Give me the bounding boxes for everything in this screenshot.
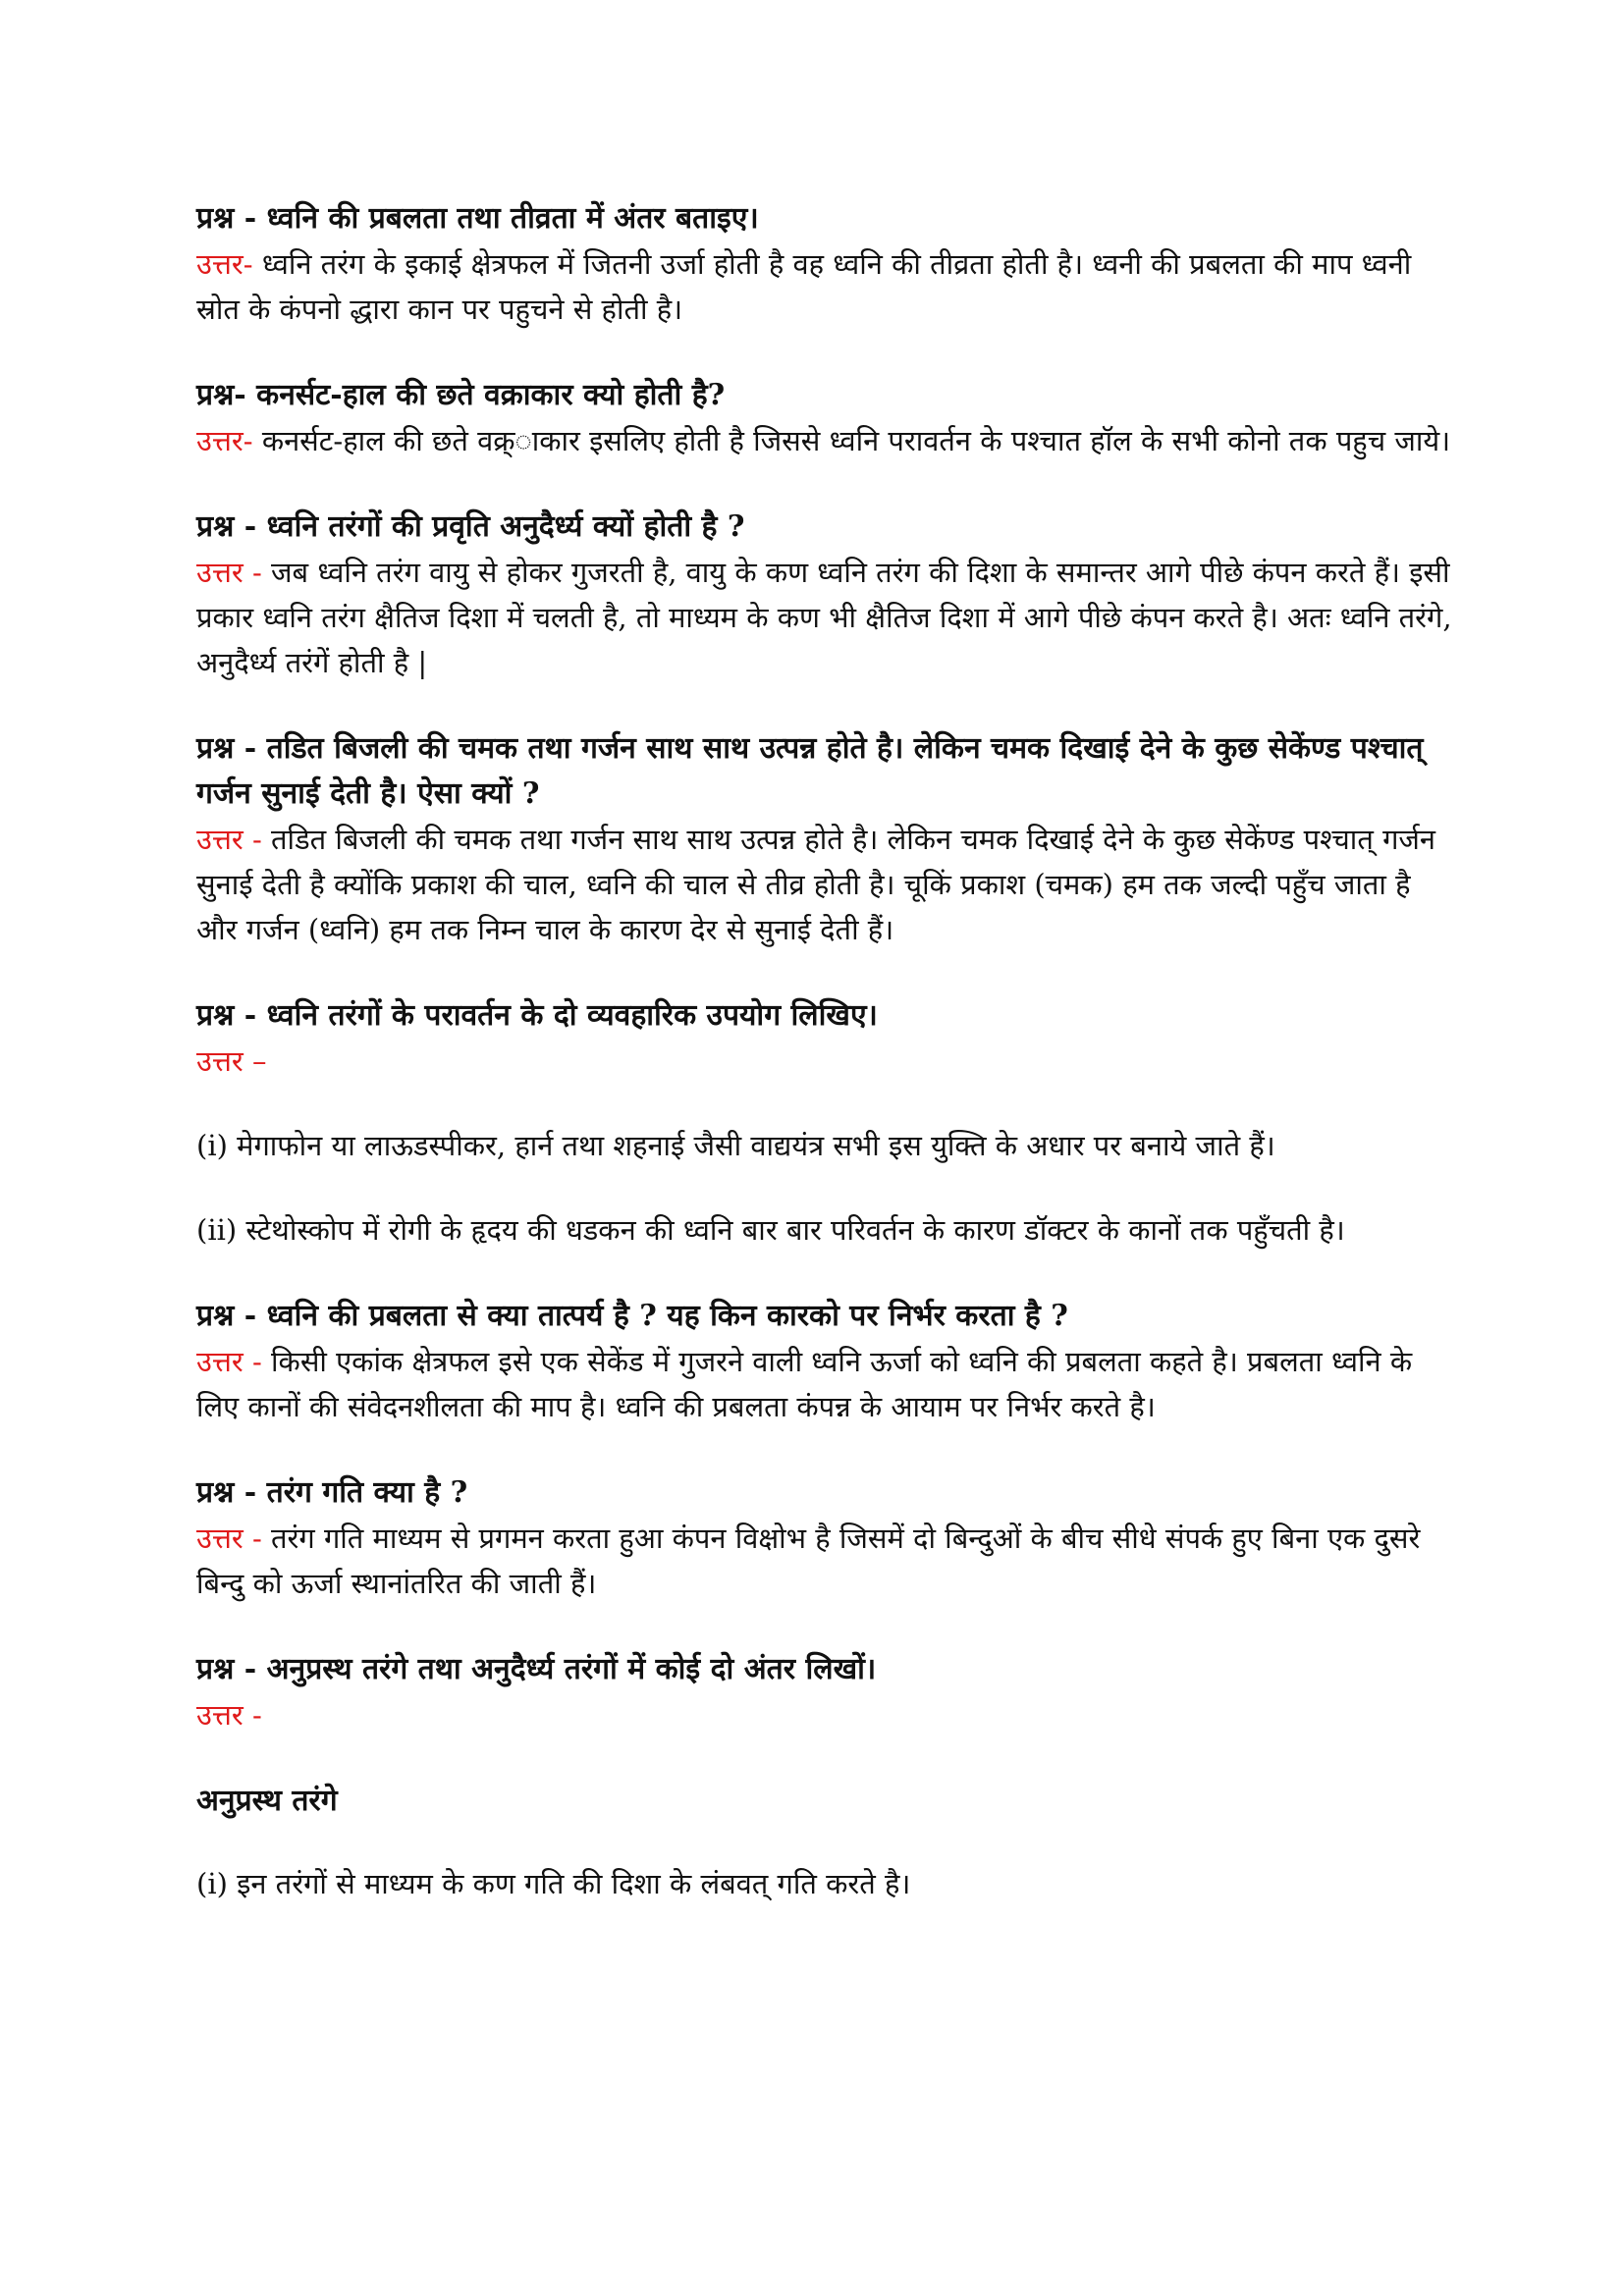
question-heading: प्रश्न - ध्वनि की प्रबलता तथा तीव्रता में अंतर बताइए।: [196, 201, 759, 236]
answer-text: [196, 1516, 1453, 1606]
answer-body: तरंग गति माध्यम से प्रगमन करता हुआ कंपन विक्षोभ है जिसमें दो बिन्दुओं के बीच सीधे संपर्क हुए बिना एक दुसरे बिन्दु को ऊर्जा स्थानांतरित की जाती हैं।: [196, 1522, 1421, 1600]
answer-text: [196, 550, 1453, 685]
answer-label: उत्तर -: [196, 1345, 262, 1378]
answer-text: [196, 1039, 1453, 1084]
qa-block-4: [196, 726, 1453, 952]
question-heading: प्रश्न - अनुप्रस्थ तरंगे तथा अनुदैर्ध्य तरंगों में कोई दो अंतर लिखों।: [196, 1652, 877, 1686]
answer-label: उत्तर -: [196, 1522, 262, 1555]
answer-body: कनर्सट-हाल की छते वक्र्ाकार इसलिए होती है जिससे ध्वनि परावर्तन के पश्चात हॉल के सभी कोनो तक पहुच जाये।: [261, 424, 1451, 457]
document-page: [196, 196, 1453, 1948]
answer-body: ध्वनि तरंग के इकाई क्षेत्रफल में जितनी उर्जा होती है वह ध्वनि की तीव्रता होती है। ध्वनी की प्रबलता की माप ध्वनी स्रोत के कंपनो द्धारा कान पर पहुचने से होती है।: [196, 247, 1412, 326]
question-heading: प्रश्न - ध्वनि की प्रबलता से क्या तात्पर्य है ? यह किन कारको पर निर्भर करता है ?: [196, 1299, 1068, 1333]
answer-text: [196, 817, 1453, 952]
qa-block-diff: [196, 1647, 1453, 1906]
answer-body: किसी एकांक क्षेत्रफल इसे एक सेकेंड में गुजरने वाली ध्वनि ऊर्जा को ध्वनि की प्रबलता कहते है। प्रबलता ध्वनि के लिए कानों की संवेदनशीलता की माप है। ध्वनि की प्रबलता कंपन्न के आयाम पर निर्भर करते है।: [196, 1345, 1413, 1423]
question-heading: प्रश्न - ध्वनि तरंगों की प्रवृति अनुदैर्ध्य क्यों होती है ?: [196, 509, 745, 544]
answer-body: तडित बिजली की चमक तथा गर्जन साथ साथ उत्पन्न होते है। लेकिन चमक दिखाई देने के कुछ सेकेंण्ड पश्चात् गर्जन सुनाई देती है क्योंकि प्रकाश की चाल, ध्वनि की चाल से तीव्र होती है। चूकिं प्रकाश (चमक) हम तक जल्दी पहुँच जाता है और गर्जन (ध्वनि) हम तक निम्न चाल के कारण देर से सुनाई देती हैं।: [196, 823, 1436, 946]
answer-text: [196, 241, 1453, 332]
list-item: (i) इन तरंगों से माध्यम के कण गति की दिशा के लंबवत् गति करते है।: [196, 1867, 911, 1900]
answer-text: [196, 1339, 1453, 1429]
question-heading: प्रश्न - ध्वनि तरंगों के परावर्तन के दो व्यवहारिक उपयोग लिखिए।: [196, 998, 878, 1033]
answer-body: जब ध्वनि तरंग वायु से होकर गुजरती है, वायु के कण ध्वनि तरंग की दिशा के समान्तर आगे पीछे कंपन करते हैं। इसी प्रकार ध्वनि तरंग क्षैतिज दिशा में चलती है, तो माध्यम के कण भी क्षैतिज दिशा में आगे पीछे कंपन करते है। अतः ध्वनि तरंगे, अनुदैर्ध्य तरंगें होती है |: [196, 556, 1452, 679]
qa-block-1: [196, 196, 1453, 332]
list-item: (ii) स्टेथोस्कोप में रोगी के हृदय की धडकन की ध्वनि बार बार परिवर्तन के कारण डॉक्टर के कानों तक पहुँचती है।: [196, 1213, 1345, 1247]
section-subheading: अनुप्रस्थ तरंगे: [196, 1784, 338, 1818]
answer-label: उत्तर-: [196, 424, 253, 457]
qa-block-6: [196, 1470, 1453, 1606]
list-item: (i) मेगाफोन या लाऊडस्पीकर, हार्न तथा शहनाई जैसी वाद्ययंत्र सभी इस युक्ति के अधार पर बनाये जाते हैं।: [196, 1129, 1275, 1162]
question-heading: प्रश्न- कनर्सट-हाल की छते वक्राकार क्यो होती है?: [196, 378, 726, 412]
answer-label: उत्तर -: [196, 556, 262, 589]
answer-label: उत्तर –: [196, 1044, 267, 1078]
answer-label: उत्तर -: [196, 823, 262, 856]
answer-label: उत्तर -: [196, 1698, 262, 1732]
qa-block-2: [196, 373, 1453, 463]
answer-text: [196, 1692, 1453, 1737]
qa-block-5: [196, 1294, 1453, 1429]
answer-text: [196, 418, 1453, 463]
question-heading: प्रश्न - तडित बिजली की चमक तथा गर्जन साथ साथ उत्पन्न होते है। लेकिन चमक दिखाई देने के कुछ सेकेंण्ड पश्चात् गर्जन सुनाई देती है। ऐसा क्यों ?: [196, 731, 1424, 811]
qa-block-uses: [196, 993, 1453, 1253]
question-heading: प्रश्न - तरंग गति क्या है ?: [196, 1475, 468, 1510]
answer-label: उत्तर-: [196, 247, 253, 281]
qa-block-3: [196, 505, 1453, 685]
